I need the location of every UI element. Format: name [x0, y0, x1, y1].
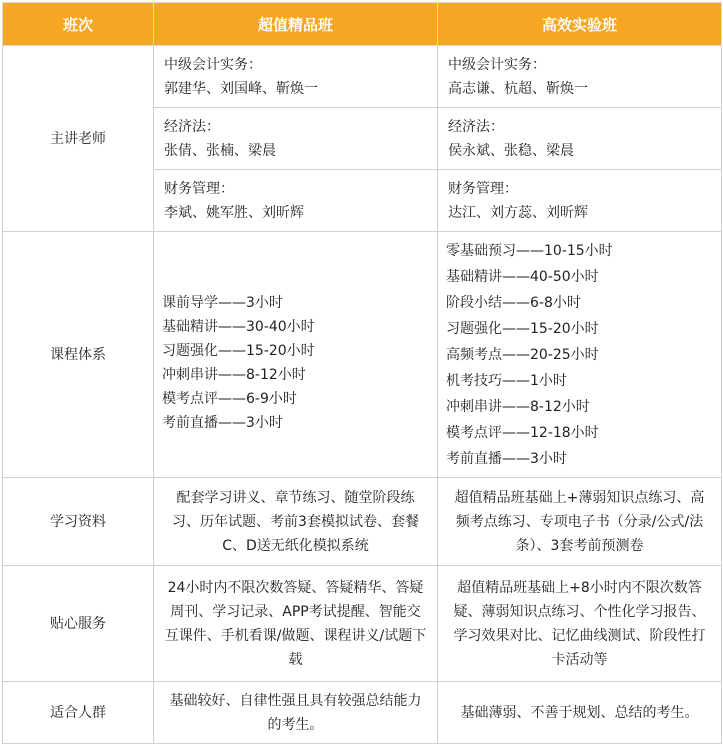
course-item: 习题强化——15-20小时 [446, 320, 599, 337]
course-item: 高频考点——20-25小时 [446, 346, 599, 363]
audience-a-cell [154, 682, 438, 744]
course-item: 机考技巧——1小时 [446, 372, 567, 389]
class-comparison-table [2, 2, 722, 744]
header-efficient-class: 高效实验班 [438, 3, 722, 46]
teachers-b-cell [438, 108, 722, 170]
service-a-text: 24小时内不限次数答疑、答疑精华、答疑周刊、学习记录、APP考试提醒、智能交互课件、手机看课/做题、课程讲义/试题下载 [164, 579, 427, 668]
materials-b-cell [438, 478, 722, 566]
header-premium-class: 超值精品班 [154, 3, 438, 46]
teachers-b-cell [438, 170, 722, 232]
course-item: 冲刺串讲——8-12小时 [446, 398, 590, 415]
table-row [3, 682, 722, 744]
teachers-label: 主讲老师 [3, 46, 154, 232]
course-a-cell [154, 232, 438, 478]
course-item: 考前直播——3小时 [446, 450, 567, 467]
teacher-names: 达江、刘方蕊、刘昕辉 [448, 204, 588, 221]
course-item: 零基础预习——10-15小时 [446, 242, 613, 259]
course-item: 基础精讲——40-50小时 [446, 268, 599, 285]
course-item: 阶段小结——6-8小时 [446, 294, 581, 311]
table-row [3, 46, 722, 108]
service-a-cell [154, 566, 438, 682]
subject-label: 经济法： [448, 118, 504, 135]
course-item: 课前导学——3小时 [162, 294, 283, 311]
teacher-names: 郭建华、刘国峰、靳焕一 [164, 80, 318, 97]
audience-b-cell [438, 682, 722, 744]
subject-label: 经济法： [164, 118, 220, 135]
table-row [3, 232, 722, 478]
teachers-b-cell [438, 46, 722, 108]
course-item: 考前直播——3小时 [162, 414, 283, 431]
service-label: 贴心服务 [3, 566, 154, 682]
header-class: 班次 [3, 3, 154, 46]
teacher-names: 张倩、张楠、梁晨 [164, 142, 276, 159]
teachers-a-cell [154, 46, 438, 108]
course-item: 习题强化——15-20小时 [162, 342, 315, 359]
service-b-cell [438, 566, 722, 682]
audience-label: 适合人群 [3, 682, 154, 744]
course-item: 模考点评——6-9小时 [162, 390, 297, 407]
table-row [3, 566, 722, 682]
table-row [3, 478, 722, 566]
table-header-row [3, 3, 722, 46]
teacher-names: 侯永斌、张稳、梁晨 [448, 142, 574, 159]
audience-a-text: 基础较好、自律性强且具有较强总结能力的考生。 [169, 692, 422, 733]
teacher-names: 高志谦、杭超、靳焕一 [448, 80, 588, 97]
service-b-text: 超值精品班基础上+8小时内不限次数答疑、薄弱知识点练习、个性化学习报告、学习效果对比、记忆曲线测试、阶段性打卡活动等 [453, 579, 706, 668]
materials-label: 学习资料 [3, 478, 154, 566]
materials-b-text: 超值精品班基础上+薄弱知识点练习、高频考点练习、专项电子书（分录/公式/法条）、3套考前预测卷 [454, 489, 705, 554]
materials-a-text: 配套学习讲义、章节练习、随堂阶段练习、历年试题、考前3套模拟试卷、套餐C、D送无纸化模拟系统 [172, 489, 419, 554]
teacher-names: 李斌、姚军胜、刘昕辉 [164, 204, 304, 221]
course-item: 冲刺串讲——8-12小时 [162, 366, 306, 383]
subject-label: 中级会计实务： [448, 56, 546, 73]
audience-b-text: 基础薄弱、不善于规划、总结的考生。 [460, 704, 699, 721]
subject-label: 中级会计实务： [164, 56, 262, 73]
materials-a-cell [154, 478, 438, 566]
course-item: 模考点评——12-18小时 [446, 424, 599, 441]
teachers-a-cell [154, 108, 438, 170]
teachers-a-cell [154, 170, 438, 232]
course-item: 基础精讲——30-40小时 [162, 318, 315, 335]
subject-label: 财务管理： [448, 180, 518, 197]
course-label: 课程体系 [3, 232, 154, 478]
course-b-cell [438, 232, 722, 478]
subject-label: 财务管理： [164, 180, 234, 197]
